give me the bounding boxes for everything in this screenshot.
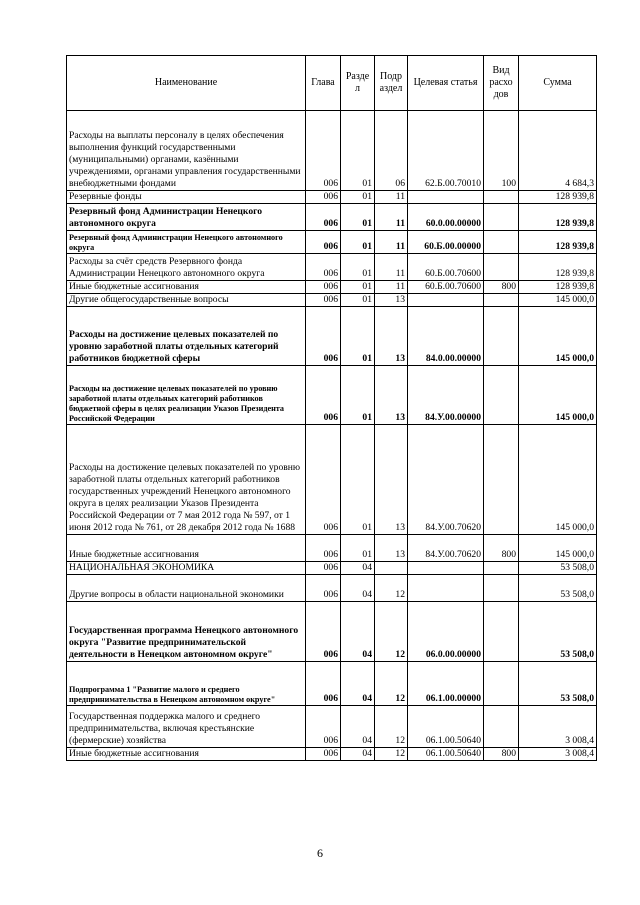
row-glava: 006 <box>306 602 341 662</box>
row-vid <box>484 307 519 366</box>
table-row <box>67 575 597 602</box>
row-name: Расходы на достижение целевых показателей по уровню заработной платы отдельных категорий работников бюджетной сферы <box>67 307 306 366</box>
header-target: Целевая статья <box>408 56 484 111</box>
table-row <box>67 204 597 231</box>
row-razdel: 01 <box>341 535 375 562</box>
row-razdel: 01 <box>341 366 375 425</box>
row-sum: 53 508,0 <box>519 662 597 706</box>
row-razdel: 04 <box>341 748 375 761</box>
row-name: Расходы на достижение целевых показателей по уровню заработной платы отдельных категорий работников бюджетной сферы в целях реализации Указов Президента Российской Федерации <box>67 366 306 425</box>
row-vid <box>484 231 519 254</box>
row-vid: 800 <box>484 535 519 562</box>
table-row <box>67 662 597 706</box>
row-name: НАЦИОНАЛЬНАЯ ЭКОНОМИКА <box>67 562 306 575</box>
row-name: Расходы на выплаты персоналу в целях обеспечения выполнения функций государственными (муниципальными) органами, казёнными учреждениями, органами управления государственными внебюджетными фондами <box>67 111 306 191</box>
row-vid <box>484 366 519 425</box>
row-name: Другие общегосударственные вопросы <box>67 294 306 307</box>
row-podrazdel: 12 <box>375 575 408 602</box>
header-glava: Глава <box>306 56 341 111</box>
row-target: 06.0.00.00000 <box>408 602 484 662</box>
table-row <box>67 231 597 254</box>
table-row <box>67 254 597 281</box>
row-name: Расходы за счёт средств Резервного фонда Администрации Ненецкого автономного округа <box>67 254 306 281</box>
row-podrazdel: 12 <box>375 602 408 662</box>
row-podrazdel: 06 <box>375 111 408 191</box>
page-number: 6 <box>317 846 323 860</box>
table-row <box>67 281 597 294</box>
row-podrazdel: 11 <box>375 191 408 204</box>
row-vid <box>484 294 519 307</box>
row-razdel: 04 <box>341 562 375 575</box>
row-name: Государственная программа Ненецкого автономного округа "Развитие предпринимательской деятельности в Ненецком автономном округе" <box>67 602 306 662</box>
row-glava: 006 <box>306 535 341 562</box>
row-podrazdel <box>375 562 408 575</box>
row-glava: 006 <box>306 254 341 281</box>
row-podrazdel: 11 <box>375 231 408 254</box>
row-glava: 006 <box>306 706 341 748</box>
row-glava: 006 <box>306 748 341 761</box>
header-vid: Вид расхо дов <box>484 56 519 111</box>
row-sum: 128 939,8 <box>519 254 597 281</box>
row-glava: 006 <box>306 111 341 191</box>
row-glava: 006 <box>306 662 341 706</box>
row-sum: 53 508,0 <box>519 602 597 662</box>
row-vid: 100 <box>484 111 519 191</box>
table-row <box>67 294 597 307</box>
row-glava: 006 <box>306 425 341 535</box>
row-podrazdel: 11 <box>375 254 408 281</box>
row-podrazdel: 13 <box>375 366 408 425</box>
row-sum: 145 000,0 <box>519 535 597 562</box>
row-glava: 006 <box>306 281 341 294</box>
row-vid <box>484 254 519 281</box>
row-sum: 128 939,8 <box>519 204 597 231</box>
row-target: 84.0.00.00000 <box>408 307 484 366</box>
row-target <box>408 294 484 307</box>
row-vid <box>484 602 519 662</box>
row-podrazdel: 11 <box>375 204 408 231</box>
row-razdel: 01 <box>341 111 375 191</box>
row-vid <box>484 191 519 204</box>
row-podrazdel: 12 <box>375 748 408 761</box>
row-razdel: 04 <box>341 706 375 748</box>
header-name: Наименование <box>67 56 306 111</box>
row-target: 84.У.00.70620 <box>408 535 484 562</box>
row-sum: 3 008,4 <box>519 748 597 761</box>
row-target: 06.1.00.50640 <box>408 706 484 748</box>
row-sum: 128 939,8 <box>519 191 597 204</box>
row-razdel: 01 <box>341 307 375 366</box>
row-razdel: 01 <box>341 425 375 535</box>
row-glava: 006 <box>306 307 341 366</box>
row-target: 62.Б.00.70010 <box>408 111 484 191</box>
row-name: Резервный фонд Администрации Ненецкого автономного округа <box>67 204 306 231</box>
row-glava: 006 <box>306 231 341 254</box>
table-row <box>67 706 597 748</box>
header-podrazdel: Подр аздел <box>375 56 408 111</box>
row-glava: 006 <box>306 294 341 307</box>
row-name: Подпрограмма 1 "Развитие малого и среднего предпринимательства в Ненецком автономном округе" <box>67 662 306 706</box>
row-name: Иные бюджетные ассигнования <box>67 535 306 562</box>
table-row <box>67 191 597 204</box>
row-razdel: 04 <box>341 602 375 662</box>
table-header-row <box>67 56 597 111</box>
row-razdel: 01 <box>341 254 375 281</box>
table-row <box>67 535 597 562</box>
row-sum: 128 939,8 <box>519 281 597 294</box>
row-razdel: 01 <box>341 281 375 294</box>
header-sum: Сумма <box>519 56 597 111</box>
row-glava: 006 <box>306 575 341 602</box>
row-sum: 145 000,0 <box>519 307 597 366</box>
row-name: Государственная поддержка малого и среднего предпринимательства, включая крестьянские (фермерские) хозяйства <box>67 706 306 748</box>
row-sum: 128 939,8 <box>519 231 597 254</box>
row-vid <box>484 706 519 748</box>
row-razdel: 01 <box>341 294 375 307</box>
row-name: Расходы на достижение целевых показателей по уровню заработной платы отдельных категорий работников государственных учреждений Ненецкого автономного округа в целях реализации Указов Президента Российской Федерации от 7 мая 2012 года № 597, от 1 июня 2012 года № 761, от 28 декабря 2012 года № 1688 <box>67 425 306 535</box>
row-target: 84.У.00.70620 <box>408 425 484 535</box>
row-podrazdel: 13 <box>375 294 408 307</box>
row-sum: 145 000,0 <box>519 294 597 307</box>
row-target <box>408 562 484 575</box>
row-vid <box>484 562 519 575</box>
header-razdel: Разде л <box>341 56 375 111</box>
row-target <box>408 575 484 602</box>
row-razdel: 01 <box>341 191 375 204</box>
table-row <box>67 748 597 761</box>
row-glava: 006 <box>306 562 341 575</box>
row-podrazdel: 12 <box>375 706 408 748</box>
row-sum: 145 000,0 <box>519 425 597 535</box>
row-target: 06.1.00.50640 <box>408 748 484 761</box>
row-vid <box>484 425 519 535</box>
row-razdel: 04 <box>341 662 375 706</box>
row-sum: 3 008,4 <box>519 706 597 748</box>
row-glava: 006 <box>306 366 341 425</box>
row-target: 60.Б.00.00000 <box>408 231 484 254</box>
row-glava: 006 <box>306 191 341 204</box>
row-name: Иные бюджетные ассигнования <box>67 748 306 761</box>
row-vid: 800 <box>484 748 519 761</box>
row-razdel: 01 <box>341 204 375 231</box>
row-razdel: 01 <box>341 231 375 254</box>
table-row <box>67 307 597 366</box>
row-vid: 800 <box>484 281 519 294</box>
row-podrazdel: 13 <box>375 535 408 562</box>
budget-table <box>66 55 597 761</box>
row-vid <box>484 204 519 231</box>
row-sum: 145 000,0 <box>519 366 597 425</box>
row-podrazdel: 13 <box>375 307 408 366</box>
row-sum: 53 508,0 <box>519 575 597 602</box>
row-sum: 4 684,3 <box>519 111 597 191</box>
row-target: 60.Б.00.70600 <box>408 254 484 281</box>
row-name: Резервный фонд Администрации Ненецкого автономного округа <box>67 231 306 254</box>
row-name: Другие вопросы в области национальной экономики <box>67 575 306 602</box>
table-row <box>67 111 597 191</box>
row-glava: 006 <box>306 204 341 231</box>
row-name: Резервные фонды <box>67 191 306 204</box>
row-target: 06.1.00.00000 <box>408 662 484 706</box>
row-podrazdel: 11 <box>375 281 408 294</box>
row-target: 60.0.00.00000 <box>408 204 484 231</box>
row-podrazdel: 12 <box>375 662 408 706</box>
row-razdel: 04 <box>341 575 375 602</box>
row-vid <box>484 575 519 602</box>
row-sum: 53 508,0 <box>519 562 597 575</box>
table-row <box>67 602 597 662</box>
row-podrazdel: 13 <box>375 425 408 535</box>
table-row <box>67 425 597 535</box>
row-target: 60.Б.00.70600 <box>408 281 484 294</box>
row-vid <box>484 662 519 706</box>
row-target: 84.У.00.00000 <box>408 366 484 425</box>
row-target <box>408 191 484 204</box>
row-name: Иные бюджетные ассигнования <box>67 281 306 294</box>
table-row <box>67 366 597 425</box>
table-row <box>67 562 597 575</box>
